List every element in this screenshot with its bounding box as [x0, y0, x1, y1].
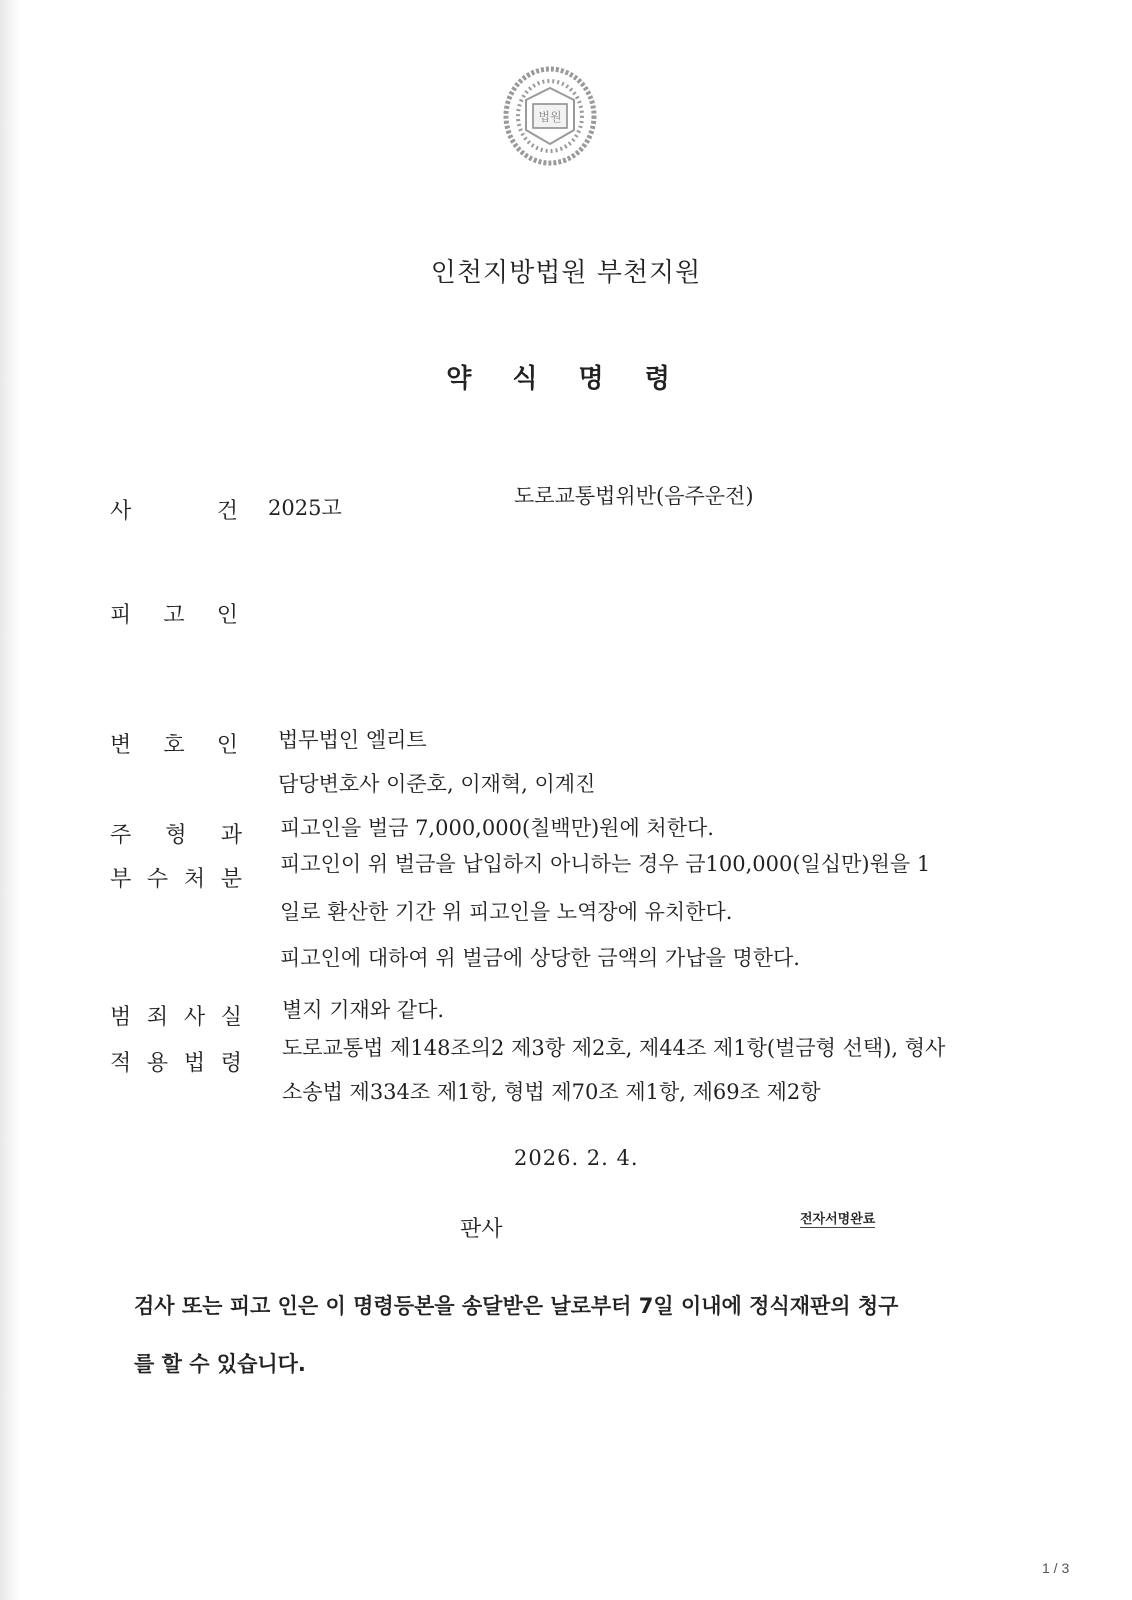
page-number: 1 / 3: [1042, 1560, 1070, 1576]
facts-text: 별지 기재와 같다.: [282, 998, 445, 1022]
ancillary-label: 부 수 처 분: [110, 867, 242, 892]
ancillary-line-3: 피고인에 대하여 위 벌금에 상당한 금액의 가납을 명한다.: [280, 946, 800, 970]
law-line-2: 소송법 제334조 제1항, 형법 제70조 제1항, 제69조 제2항: [282, 1080, 821, 1104]
counsel-label: 변 호 인: [110, 733, 238, 758]
ancillary-line-1: 피고인이 위 벌금을 납입하지 아니하는 경우 금100,000(일십만)원을 1: [280, 852, 931, 876]
court-name: 인천지방법원 부천지원: [430, 258, 702, 288]
judge-label: 판사: [460, 1217, 503, 1242]
seal-text: 법원: [538, 110, 562, 124]
case-name: 도로교통법위반(음주운전): [514, 484, 754, 508]
law-line-1: 도로교통법 제148조의2 제3항 제2호, 제44조 제1항(벌금형 선택), 형사: [282, 1036, 946, 1060]
ancillary-line-2: 일로 환산한 기간 위 피고인을 노역장에 유치한다.: [280, 900, 733, 924]
sentence-label: 주 형 과: [110, 823, 242, 848]
notice-line-1: 검사 또는 피고 인은 이 명령등본을 송달받은 날로부터 7일 이내에 정식재판의 청구: [134, 1294, 899, 1318]
electronic-signature-stamp: 전자서명완료: [800, 1208, 875, 1228]
issue-date: 2026. 2. 4.: [514, 1146, 639, 1170]
defendant-label: 피 고 인: [110, 603, 238, 628]
scan-edge: [0, 0, 20, 1600]
court-seal-icon: [500, 64, 600, 168]
case-label: 사 건: [110, 499, 238, 524]
notice-line-2: 를 할 수 있습니다.: [134, 1352, 306, 1376]
law-label: 적 용 법 령: [110, 1051, 242, 1076]
sentence-text: 피고인을 벌금 7,000,000(칠백만)원에 처한다.: [280, 816, 714, 840]
case-number: 2025고: [268, 496, 342, 520]
facts-label: 범 죄 사 실: [110, 1005, 242, 1030]
counsel-attorneys: 담당변호사 이준호, 이재혁, 이계진: [278, 772, 596, 796]
counsel-firm: 법무법인 엘리트: [278, 728, 427, 752]
document-title: 약 식 명 령: [446, 364, 686, 394]
